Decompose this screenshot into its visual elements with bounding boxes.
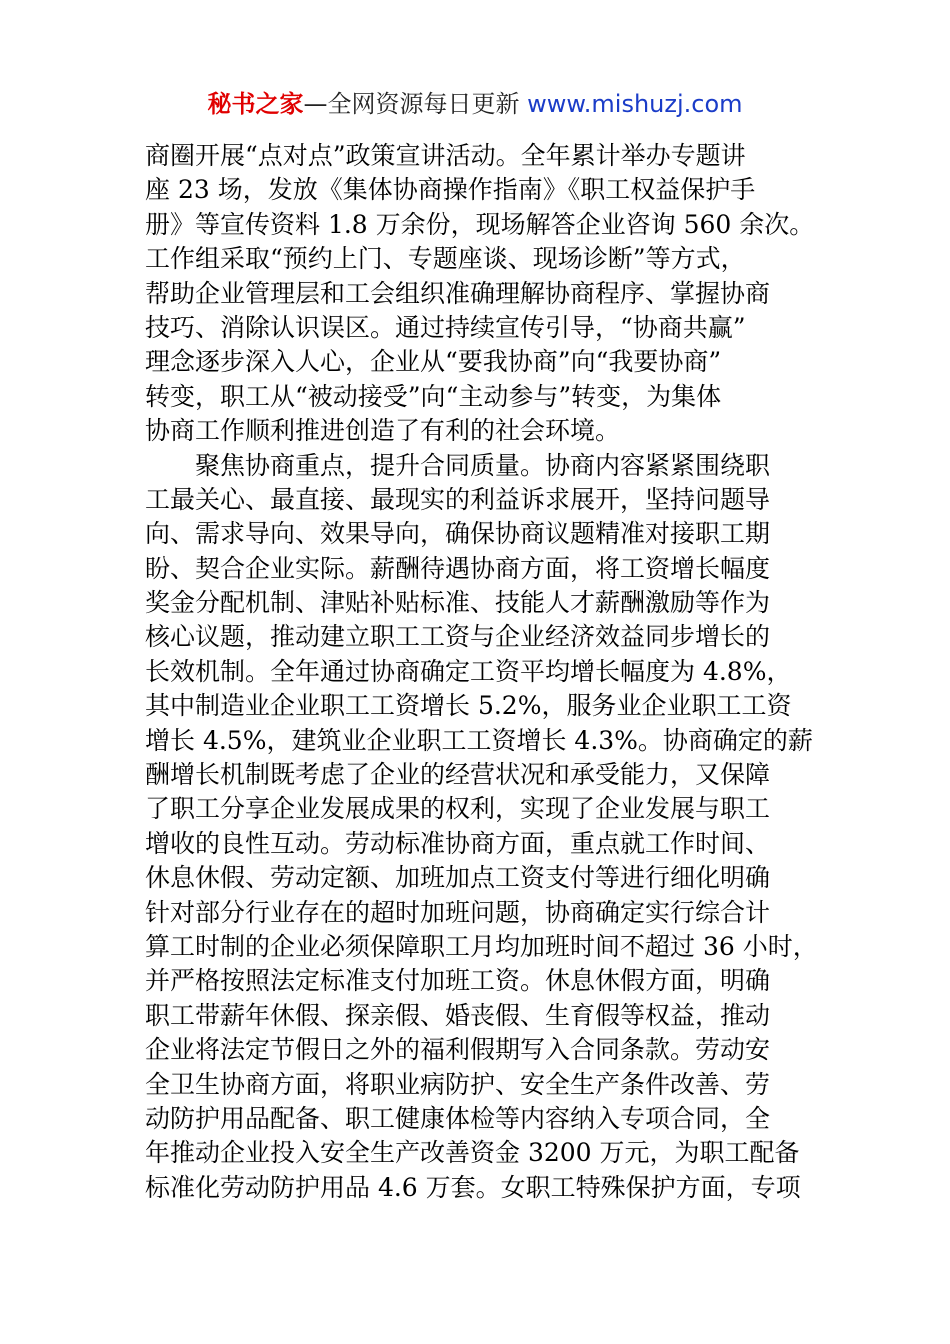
- text-line: 帮助企业管理层和工会组织准确理解协商程序、掌握协商: [145, 278, 771, 308]
- text-line: 了职工分享企业发展成果的权利，实现了企业发展与职工: [145, 794, 771, 824]
- text-line: 增长 4.5%，建筑业企业职工工资增长 4.3%。协商确定的薪: [145, 725, 813, 755]
- text-line: 技巧、消除认识误区。通过持续宣传引导，“协商共赢”: [145, 312, 746, 342]
- text-line: 工作组采取“预约上门、专题座谈、现场诊断”等方式，: [145, 244, 746, 274]
- text-line: 协商工作顺利推进创造了有利的社会环境。: [145, 416, 621, 446]
- text-line: 增收的良性互动。劳动标准协商方面，重点就工作时间、: [145, 828, 771, 858]
- text-line: 转变，职工从“被动接受”向“主动参与”转变，为集体: [145, 381, 722, 411]
- body-text: [145, 139, 825, 1205]
- text-line: 针对部分行业存在的超时加班问题，协商确定实行综合计: [145, 897, 771, 927]
- text-line: 盼、契合企业实际。薪酬待遇协商方面，将工资增长幅度: [145, 553, 771, 583]
- text-line: 并严格按照法定标准支付加班工资。休息休假方面，明确: [145, 966, 771, 996]
- text-line: 核心议题，推动建立职工工资与企业经济效益同步增长的: [145, 622, 771, 652]
- page-header: [0, 88, 950, 120]
- text-line: 其中制造业企业职工工资增长 5.2%，服务业企业职工工资: [145, 691, 792, 721]
- text-line: 奖金分配机制、津贴补贴标准、技能人才薪酬激励等作为: [145, 588, 771, 618]
- text-line: 向、需求导向、效果导向，确保协商议题精准对接职工期: [145, 519, 771, 549]
- site-url: www.mishuzj.com: [527, 90, 743, 118]
- header-slogan: —全网资源每日更新: [303, 90, 528, 118]
- text-line: 动防护用品配备、职工健康体检等内容纳入专项合同，全: [145, 1103, 771, 1133]
- text-line: 职工带薪年休假、探亲假、婚丧假、生育假等权益，推动: [145, 1000, 771, 1030]
- text-line: 长效机制。全年通过协商确定工资平均增长幅度为 4.8%，: [145, 656, 792, 686]
- text-line: 休息休假、劳动定额、加班加点工资支付等进行细化明确: [145, 863, 771, 893]
- text-line: 册》等宣传资料 1.8 万余份，现场解答企业咨询 560 余次。: [145, 209, 815, 239]
- paragraph-start-line: 聚焦协商重点，提升合同质量。协商内容紧紧围绕职: [195, 450, 771, 480]
- text-line: 商圈开展“点对点”政策宣讲活动。全年累计举办专题讲: [145, 141, 746, 170]
- brand-name: 秘书之家: [207, 90, 304, 118]
- text-line: 标准化劳动防护用品 4.6 万套。女职工特殊保护方面，专项: [145, 1172, 801, 1202]
- text-line: 算工时制的企业必须保障职工月均加班时间不超过 36 小时，: [145, 931, 818, 961]
- text-line: 酬增长机制既考虑了企业的经营状况和承受能力，又保障: [145, 760, 771, 790]
- text-line: 年推动企业投入安全生产改善资金 3200 万元，为职工配备: [145, 1138, 800, 1168]
- text-line: 理念逐步深入人心，企业从“要我协商”向“我要协商”: [145, 347, 722, 377]
- text-line: 全卫生协商方面，将职业病防护、安全生产条件改善、劳: [145, 1069, 771, 1099]
- text-line: 座 23 场，发放《集体协商操作指南》《职工权益保护手: [145, 175, 756, 205]
- text-line: 企业将法定节假日之外的福利假期写入合同条款。劳动安: [145, 1035, 771, 1065]
- text-line: 工最关心、最直接、最现实的利益诉求展开，坚持问题导: [145, 484, 771, 514]
